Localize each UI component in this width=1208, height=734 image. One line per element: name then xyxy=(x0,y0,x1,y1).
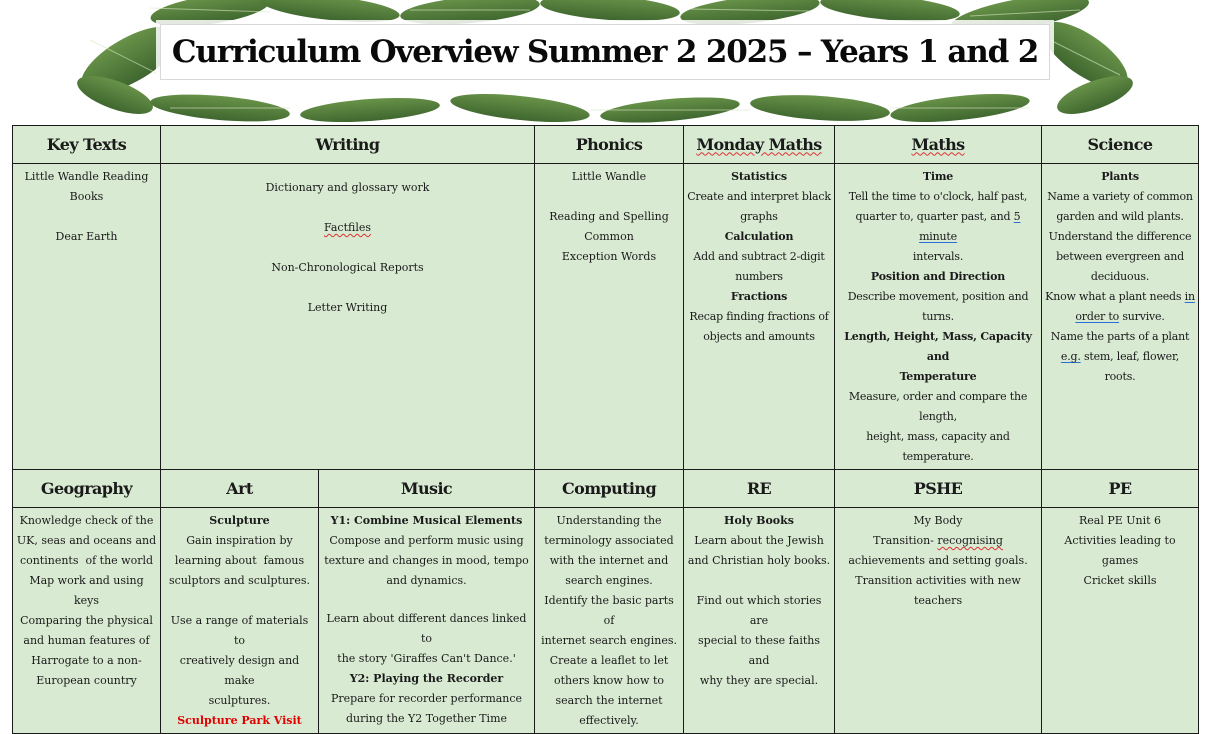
art-line: learning about famous xyxy=(174,554,305,567)
header-music: Music xyxy=(319,470,535,508)
science-text: deciduous. xyxy=(1090,270,1150,283)
computing-line: search the internet xyxy=(555,694,663,707)
computing-line: with the internet and xyxy=(549,554,669,567)
music-line: Compose and perform music using xyxy=(329,534,524,547)
geography-line: keys xyxy=(73,594,100,607)
art-line: Gain inspiration by xyxy=(186,534,293,547)
art-line: Use a range of materials to xyxy=(170,614,309,647)
phonics-line: Little Wandle xyxy=(571,170,647,183)
monday-maths-text: graphs xyxy=(740,210,778,223)
computing-line: terminology associated xyxy=(544,534,674,547)
cell-re xyxy=(684,508,835,734)
title-banner xyxy=(90,0,1120,122)
cell-phonics xyxy=(535,164,684,470)
maths-text: Measure, order and compare the length, xyxy=(848,390,1028,423)
header-computing: Computing xyxy=(535,470,684,508)
header-science: Science xyxy=(1042,126,1199,164)
maths-title: Maths xyxy=(911,134,965,154)
writing-item: Letter Writing xyxy=(307,301,388,314)
monday-maths-text: Add and subtract 2-digit xyxy=(693,250,825,263)
key-text-line: Dear Earth xyxy=(55,230,118,243)
maths-heading: Temperature xyxy=(899,370,977,383)
science-text: stem, leaf, flower, roots. xyxy=(1083,350,1180,383)
monday-maths-text: Recap finding fractions of xyxy=(689,310,829,323)
music-heading: Y2: Playing the Recorder xyxy=(349,672,504,685)
writing-item: Factfiles xyxy=(323,221,372,234)
maths-text: height, mass, capacity and temperature. xyxy=(866,430,1010,463)
cell-monday-maths xyxy=(684,164,835,470)
monday-maths-title: Monday Maths xyxy=(696,134,822,154)
music-line: texture and changes in mood, tempo xyxy=(324,554,529,567)
pshe-line: My Body xyxy=(913,514,963,527)
content-row-2 xyxy=(13,508,1199,734)
science-text: order to xyxy=(1075,310,1120,323)
title-box xyxy=(160,24,1050,80)
header-writing: Writing xyxy=(161,126,535,164)
geography-line: Map work and using xyxy=(29,574,144,587)
header-art: Art xyxy=(161,470,319,508)
pshe-line: achievements and setting goals. xyxy=(848,554,1028,567)
science-text: Name the parts of a plant xyxy=(1050,330,1190,343)
maths-text: Tell the time to o'clock, half past, xyxy=(848,190,1028,203)
music-line: and dynamics. xyxy=(386,574,467,587)
music-line: Prepare for recorder performance xyxy=(330,692,523,705)
geography-line: European country xyxy=(36,674,137,687)
cell-pshe xyxy=(835,508,1042,734)
header-pe: PE xyxy=(1042,470,1199,508)
geography-line: UK, seas and oceans and xyxy=(16,534,157,547)
cell-science xyxy=(1042,164,1199,470)
maths-text: Describe movement, position and turns. xyxy=(847,290,1029,323)
re-line: why they are special. xyxy=(699,674,819,687)
monday-maths-text: objects and amounts xyxy=(703,330,815,343)
cell-computing xyxy=(535,508,684,734)
pshe-line: Transition- xyxy=(873,534,934,547)
computing-line: Identify the basic parts of xyxy=(544,594,674,627)
header-monday-maths xyxy=(684,126,835,164)
science-text: in xyxy=(1184,290,1195,303)
re-heading: Holy Books xyxy=(724,514,794,527)
maths-text: quarter to, quarter past, and xyxy=(855,210,1011,223)
geography-line: Harrogate to a non- xyxy=(31,654,142,667)
monday-maths-text: numbers xyxy=(735,270,783,283)
art-heading: Sculpture xyxy=(209,514,270,527)
re-line: and Christian holy books. xyxy=(687,554,831,567)
maths-text: intervals. xyxy=(912,250,964,263)
computing-line: internet search engines. xyxy=(541,634,677,647)
science-text: survive. xyxy=(1122,310,1165,323)
content-row-1 xyxy=(13,164,1199,470)
maths-heading: Length, Height, Mass, Capacity and xyxy=(844,330,1032,363)
music-line: Learn about different dances linked to xyxy=(326,612,527,645)
header-re: RE xyxy=(684,470,835,508)
pe-line: Real PE Unit 6 xyxy=(1078,514,1162,527)
page-title: Curriculum Overview Summer 2 2025 – Years 1 and 2 xyxy=(171,34,1039,70)
music-heading: Y1: Combine Musical Elements xyxy=(330,514,523,527)
pe-line: Activities leading to games xyxy=(1064,534,1176,567)
cell-geography xyxy=(13,508,161,734)
computing-line: Create a leaflet to let xyxy=(549,654,669,667)
maths-text: 5 minute xyxy=(919,210,1021,243)
curriculum-table xyxy=(12,125,1199,734)
monday-maths-heading: Statistics xyxy=(731,170,787,183)
re-line: Learn about the Jewish xyxy=(694,534,824,547)
cell-key-texts xyxy=(13,164,161,470)
science-text: Name a variety of common xyxy=(1047,190,1193,203)
pshe-line: Transition activities with new xyxy=(855,574,1021,587)
geography-line: continents of the world xyxy=(19,554,154,567)
science-text: between evergreen and xyxy=(1056,250,1184,263)
pe-line: Cricket skills xyxy=(1083,574,1157,587)
science-heading: Plants xyxy=(1101,170,1139,183)
cell-pe xyxy=(1042,508,1199,734)
maths-heading: Position and Direction xyxy=(870,270,1006,283)
science-text: garden and wild plants. xyxy=(1056,210,1184,223)
science-text: Understand the difference xyxy=(1048,230,1192,243)
monday-maths-text: Create and interpret black xyxy=(687,190,831,203)
monday-maths-heading: Calculation xyxy=(724,230,794,243)
phonics-line: Common xyxy=(584,230,634,243)
cell-writing xyxy=(161,164,535,470)
header-geography: Geography xyxy=(13,470,161,508)
header-row-1 xyxy=(13,126,1199,164)
geography-line: and human features of xyxy=(23,634,150,647)
pshe-line: teachers xyxy=(913,594,963,607)
header-key-texts: Key Texts xyxy=(13,126,161,164)
re-line: Find out which stories are xyxy=(696,594,822,627)
header-pshe: PSHE xyxy=(835,470,1042,508)
key-text-line: Little Wandle Reading xyxy=(24,170,149,183)
science-text: Know what a plant needs xyxy=(1045,290,1182,303)
phonics-line: Reading and Spelling xyxy=(549,210,669,223)
header-row-2 xyxy=(13,470,1199,508)
cell-art xyxy=(161,508,319,734)
computing-line: search engines. xyxy=(565,574,653,587)
maths-heading: Time xyxy=(922,170,954,183)
geography-line: Comparing the physical xyxy=(20,614,153,627)
computing-line: Understanding the xyxy=(556,514,662,527)
geography-line: Knowledge check of the xyxy=(19,514,154,527)
re-line: special to these faiths and xyxy=(698,634,820,667)
writing-item: Non-Chronological Reports xyxy=(271,261,424,274)
pshe-line: recognising xyxy=(937,534,1003,547)
science-text: e.g. xyxy=(1060,350,1081,363)
computing-line: effectively. xyxy=(579,714,639,727)
writing-item: Dictionary and glossary work xyxy=(265,181,430,194)
music-line: the story 'Giraffes Can't Dance.' xyxy=(337,652,516,665)
art-line: sculptors and sculptures. xyxy=(169,574,310,587)
phonics-line: Exception Words xyxy=(561,250,657,263)
art-line: creatively design and make xyxy=(179,654,300,687)
sculpture-park-visit: Sculpture Park Visit xyxy=(177,714,302,727)
computing-line: others know how to xyxy=(554,674,664,687)
art-line: sculptures. xyxy=(208,694,271,707)
header-maths xyxy=(835,126,1042,164)
cell-music xyxy=(319,508,535,734)
key-text-line: Books xyxy=(69,190,104,203)
header-phonics: Phonics xyxy=(535,126,684,164)
monday-maths-heading: Fractions xyxy=(730,290,788,303)
music-line: during the Y2 Together Time xyxy=(346,712,508,725)
cell-maths xyxy=(835,164,1042,470)
